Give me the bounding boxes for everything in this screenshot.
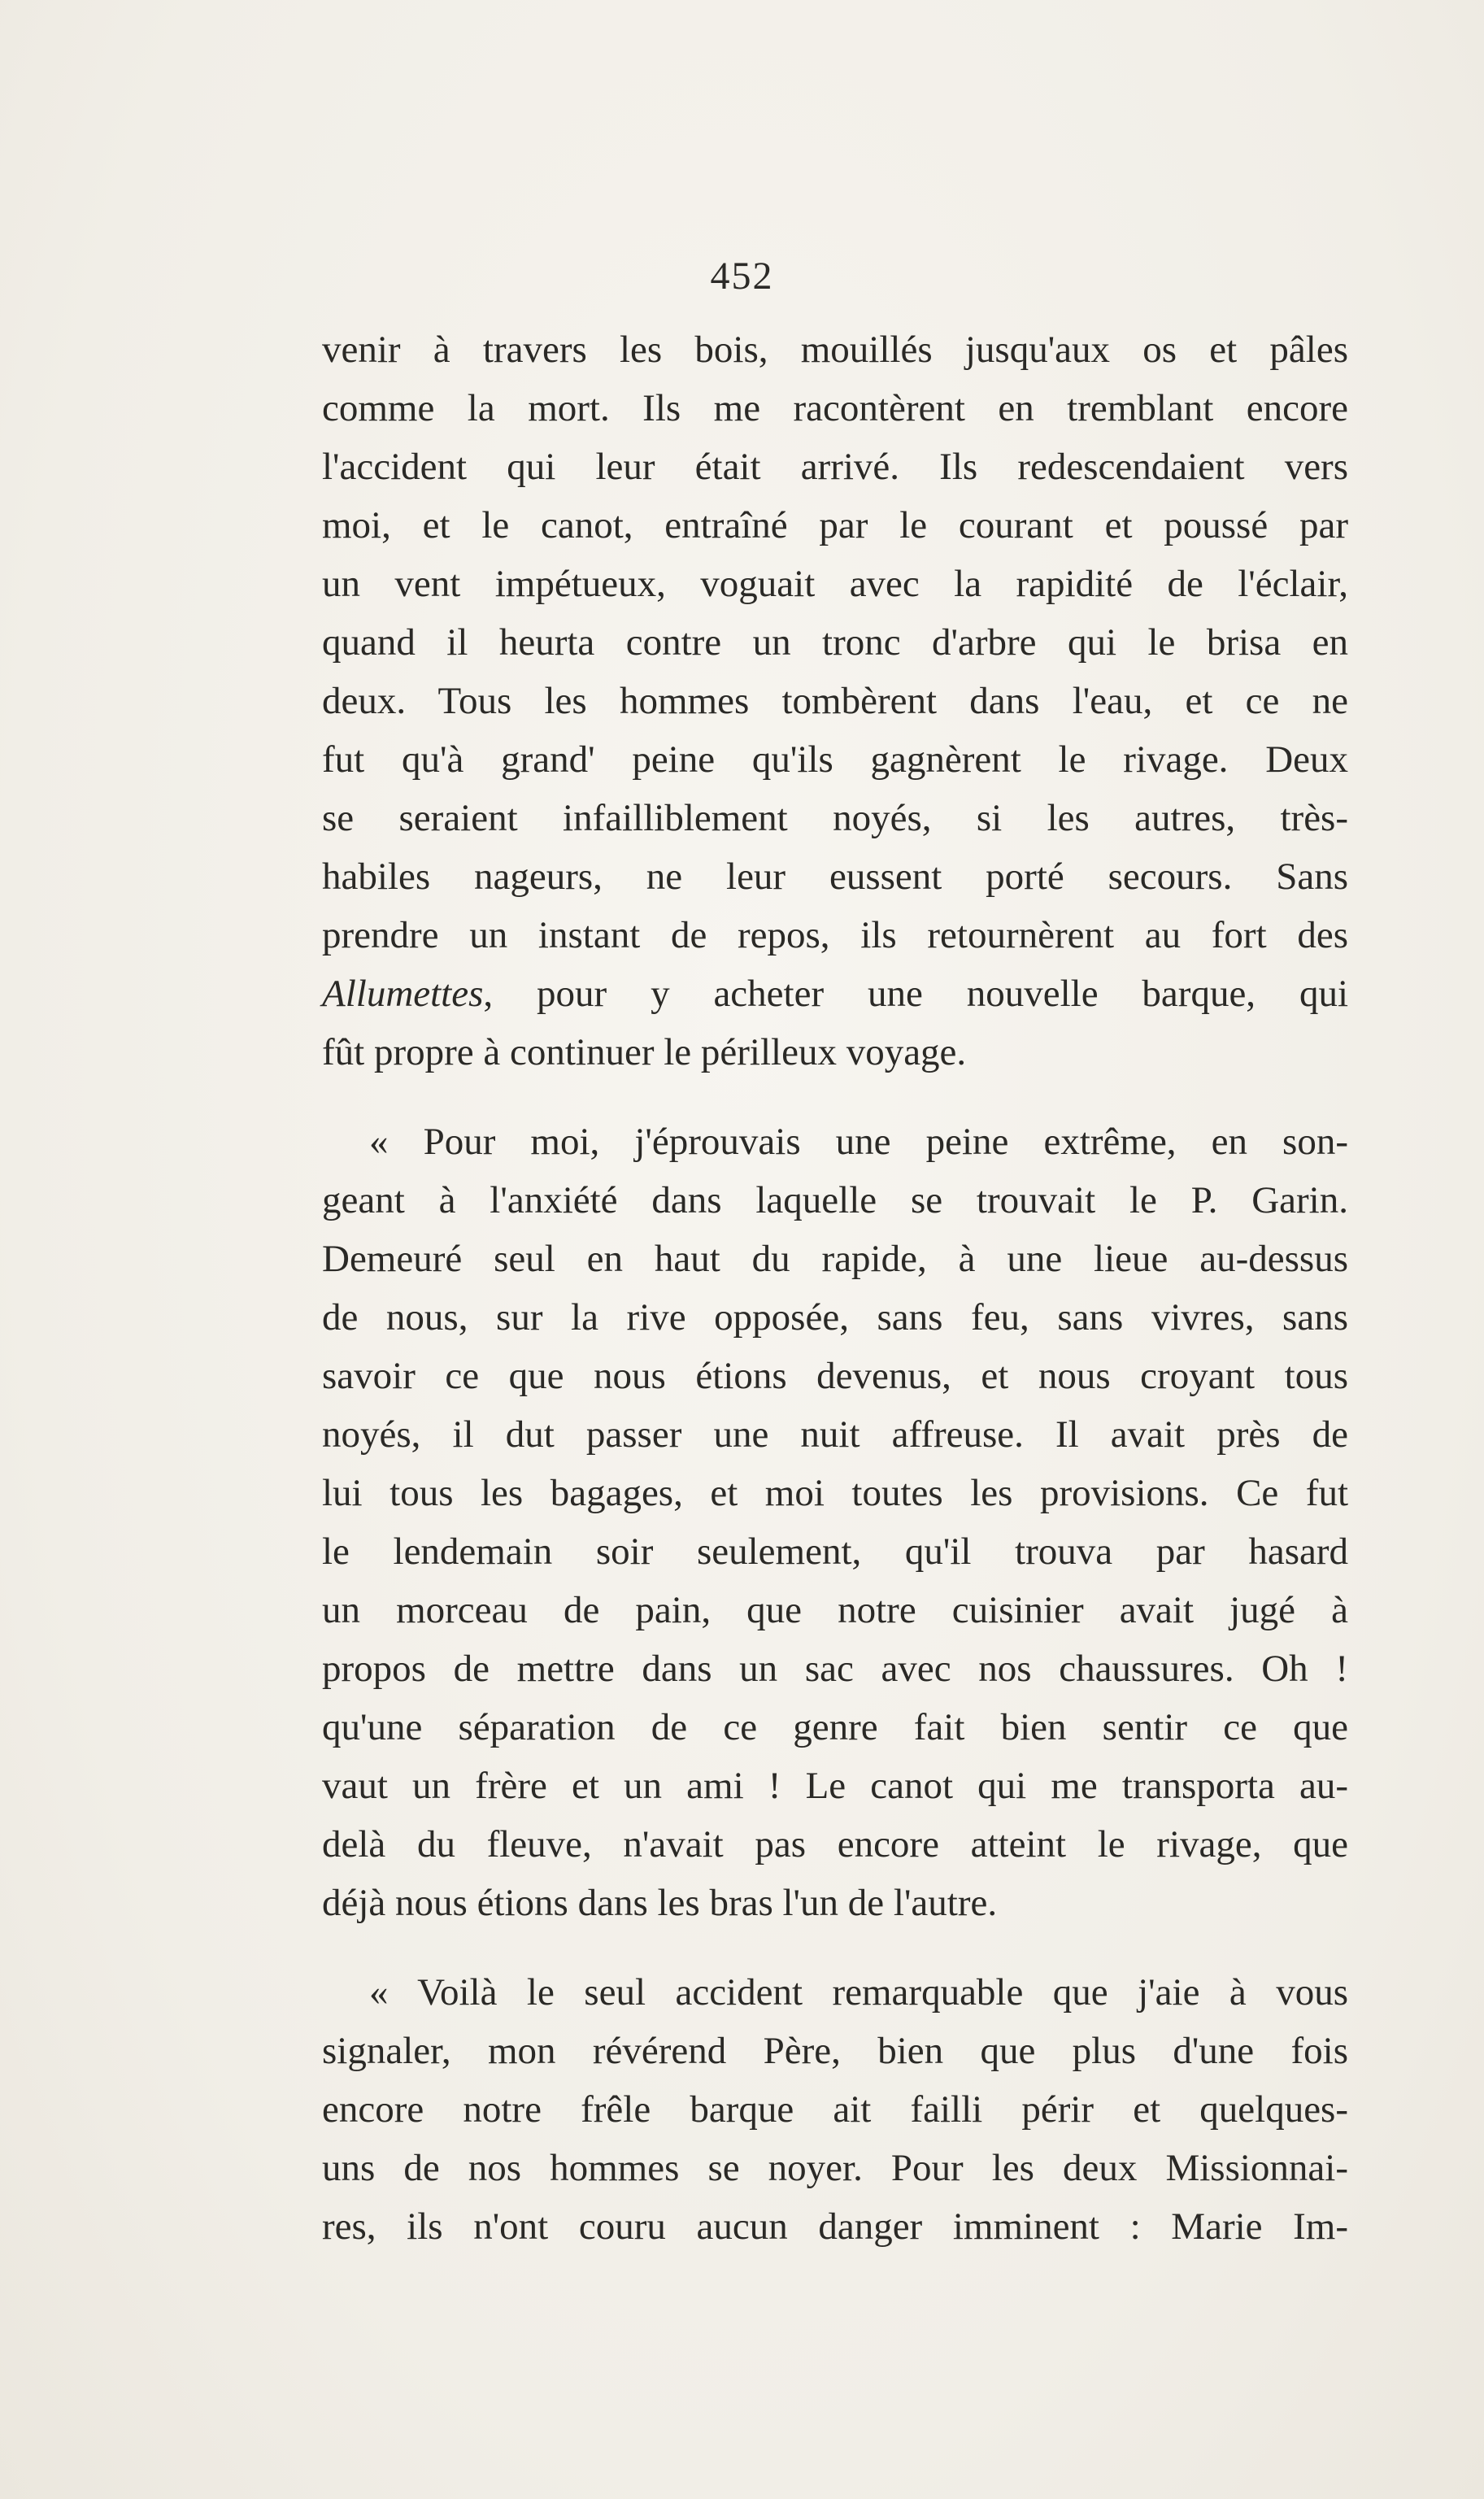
text-line: de nous, sur la rive opposée, sans feu, sans vivres, sans: [322, 1296, 1348, 1339]
text-line: res, ils n'ont couru aucun danger imminent : Marie Im-: [322, 2205, 1348, 2248]
text-line: uns de nos hommes se noyer. Pour les deux Missionnai-: [322, 2147, 1348, 2189]
text-line: qu'une séparation de ce genre fait bien sentir ce que: [322, 1706, 1348, 1748]
text-line: venir à travers les bois, mouillés jusqu'aux os et pâles: [322, 329, 1348, 371]
text-line: encore notre frêle barque ait failli périr et quelques-: [322, 2088, 1348, 2131]
text-line: Allumettes, pour y acheter une nouvelle barque, qui: [322, 973, 1348, 1015]
text-line: deux. Tous les hommes tombèrent dans l'eau, et ce ne: [322, 680, 1348, 722]
text-line: se seraient infailliblement noyés, si les autres, très-: [322, 797, 1348, 839]
text-line: « Pour moi, j'éprouvais une peine extrême, en son-: [369, 1121, 1348, 1163]
text-line: lui tous les bagages, et moi toutes les provisions. Ce fut: [322, 1472, 1348, 1514]
text-line: comme la mort. Ils me racontèrent en tremblant encore: [322, 387, 1348, 429]
paragraph-3: [322, 1963, 1348, 2256]
text-line: noyés, il dut passer une nuit affreuse. Il avait près de: [322, 1413, 1348, 1456]
text-line: déjà nous étions dans les bras l'un de l'autre.: [322, 1882, 998, 1924]
text-line: vaut un frère et un ami ! Le canot qui me transporta au-: [322, 1765, 1348, 1807]
text-line: Demeuré seul en haut du rapide, à une lieue au-dessus: [322, 1238, 1348, 1280]
text-line: un vent impétueux, voguait avec la rapidité de l'éclair,: [322, 563, 1348, 605]
page-number: 452: [710, 255, 774, 298]
text-line: fût propre à continuer le périlleux voyage.: [322, 1031, 967, 1073]
text-line: fut qu'à grand' peine qu'ils gagnèrent le rivage. Deux: [322, 738, 1348, 781]
text-line: delà du fleuve, n'avait pas encore atteint le rivage, que: [322, 1823, 1348, 1866]
text-line: prendre un instant de repos, ils retournèrent au fort des: [322, 914, 1348, 956]
paragraph-2: [322, 1112, 1348, 1932]
text-line: habiles nageurs, ne leur eussent porté secours. Sans: [322, 855, 1348, 898]
text-line: un morceau de pain, que notre cuisinier avait jugé à: [322, 1589, 1348, 1631]
text-line: quand il heurta contre un tronc d'arbre qui le brisa en: [322, 621, 1348, 664]
text-line: geant à l'anxiété dans laquelle se trouvait le P. Garin.: [322, 1179, 1348, 1221]
text-line: signaler, mon révérend Père, bien que plus d'une fois: [322, 2030, 1348, 2072]
text-line: l'accident qui leur était arrivé. Ils redescendaient vers: [322, 446, 1348, 488]
text-line: savoir ce que nous étions devenus, et nous croyant tous: [322, 1355, 1348, 1397]
text-line: moi, et le canot, entraîné par le courant et poussé par: [322, 504, 1348, 546]
paragraph-1: [322, 320, 1348, 1082]
text-line: le lendemain soir seulement, qu'il trouva par hasard: [322, 1530, 1348, 1573]
body-text: [322, 320, 1348, 2256]
text-line: « Voilà le seul accident remarquable que j'aie à vous: [369, 1971, 1348, 2014]
text-line: propos de mettre dans un sac avec nos chaussures. Oh !: [322, 1648, 1348, 1690]
